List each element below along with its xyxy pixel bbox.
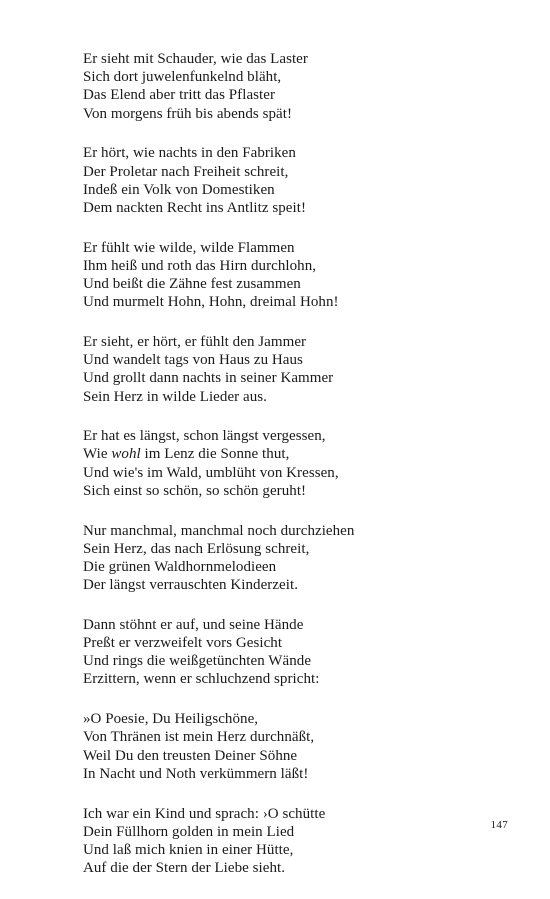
stanza — [83, 333, 503, 406]
line-segment: Wie — [83, 446, 112, 463]
poem-line: Er hört, wie nachts in den Fabriken — [83, 145, 296, 162]
stanza — [83, 616, 503, 689]
poem-line: Er sieht mit Schauder, wie das Laster — [83, 51, 308, 67]
poem-line — [83, 445, 503, 463]
poem-line: Und murmelt Hohn, Hohn, dreimal Hohn! — [83, 294, 339, 311]
poem-line: Das Elend aber tritt das Pflaster — [83, 87, 276, 104]
poem-line: Erzittern, wenn er schluchzend spricht: — [83, 671, 320, 688]
poem-line: In Nacht und Noth verkümmern läßt! — [83, 765, 309, 782]
poem-line: Er sieht, er hört, er fühlt den Jammer — [83, 333, 307, 350]
poem-line: Nur manchmal, manchmal noch durchziehen — [83, 522, 355, 539]
poem-line: »O Poesie, Du Heiligschöne, — [83, 711, 259, 728]
poem-line: Und laß mich knien in einer Hütte, — [83, 841, 294, 858]
poem-line: Er hat es längst, schon längst vergessen, — [83, 428, 326, 445]
poem-line: Und wie's im Wald, umblüht von Kressen, — [83, 464, 339, 481]
poem-line: Dann stöhnt er auf, und seine Hände — [83, 616, 304, 633]
poem-line: Indeß ein Volk von Domestiken — [83, 181, 275, 198]
stanza — [83, 427, 503, 500]
stanza — [83, 239, 503, 312]
stanza — [83, 522, 503, 595]
poem-line: Sich einst so schön, so schön geruht! — [83, 482, 307, 499]
poem-line: Von morgens früh bis abends spät! — [83, 105, 292, 122]
line-segment: im Lenz die Sonne thut, — [140, 446, 290, 463]
poem-line: Von Thränen ist mein Herz durchnäßt, — [83, 729, 315, 746]
poem-line: Ihm heiß und roth das Hirn durchlohn, — [83, 257, 317, 274]
poem-line: Ich war ein Kind und sprach: ›O schütte — [83, 805, 326, 822]
stanza — [83, 805, 503, 878]
stanza — [83, 144, 503, 217]
poem-line: Und beißt die Zähne fest zusammen — [83, 276, 301, 293]
poem-line: Und rings die weißgetünchten Wände — [83, 653, 312, 670]
poem-line: Sein Herz, das nach Erlösung schreit, — [83, 540, 310, 557]
emphasized-word: wohl — [111, 446, 141, 463]
poem-line: Dein Füllhorn golden in mein Lied — [83, 823, 295, 840]
poem-line: Der längst verrauschten Kinderzeit. — [83, 577, 298, 594]
poem-line: Und grollt dann nachts in seiner Kammer — [83, 370, 334, 387]
poem-line: Er fühlt wie wilde, wilde Flammen — [83, 239, 295, 256]
page-number: 147 — [490, 819, 508, 831]
poem-line: Sich dort juwelenfunkelnd bläht, — [83, 69, 282, 86]
poem-line: Sein Herz in wilde Lieder aus. — [83, 388, 267, 405]
poem-line: Dem nackten Recht ins Antlitz speit! — [83, 199, 306, 216]
poem-line: Und wandelt tags von Haus zu Haus — [83, 352, 303, 369]
poem-line: Auf die der Stern der Liebe sieht. — [83, 860, 286, 877]
poem-line: Weil Du den treusten Deiner Söhne — [83, 747, 298, 764]
poem-line: Die grünen Waldhornmelodieen — [83, 558, 277, 575]
poem-text — [83, 50, 503, 899]
poem-line: Der Proletar nach Freiheit schreit, — [83, 163, 289, 180]
stanza — [83, 50, 503, 123]
stanza — [83, 710, 503, 783]
poem-line: Preßt er verzweifelt vors Gesicht — [83, 635, 283, 652]
